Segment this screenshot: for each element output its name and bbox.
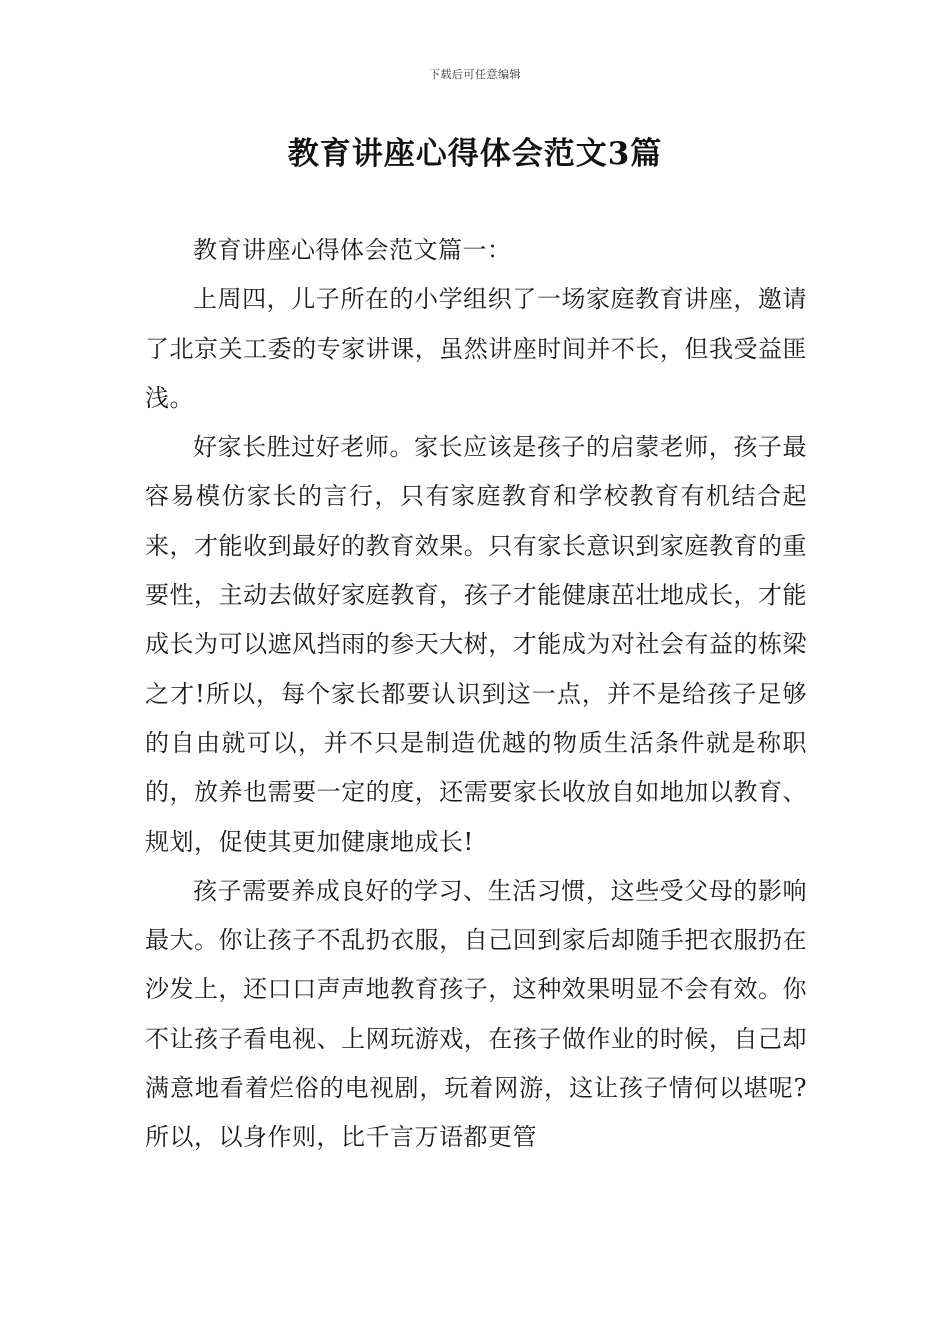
body-paragraph: 孩子需要养成良好的学习、生活习惯，这些受父母的影响最大。你让孩子不乱扔衣服，自己回到家后却随手把衣服扔在沙发上，还口口声声地教育孩子，这种效果明显不会有效。你不让孩子看电视、上网玩游戏，在孩子做作业的时候，自己却满意地看着烂俗的电视剧，玩着网游，这让孩子情何以堪呢?所以，以身作则，比千言万语都更管 bbox=[145, 876, 807, 1152]
body-paragraph: 上周四，儿子所在的小学组织了一场家庭教育讲座，邀请了北京关工委的专家讲课，虽然讲座时间并不长，但我受益匪浅。 bbox=[145, 285, 807, 412]
header-note: 下载后可任意编辑 bbox=[429, 68, 521, 81]
body-paragraph: 好家长胜过好老师。家长应该是孩子的启蒙老师，孩子最容易模仿家长的言行，只有家庭教育和学校教育有机结合起来，才能收到最好的教育效果。只有家长意识到家庭教育的重要性，主动去做好家庭教育，孩子才能健康茁壮地成长，才能成长为可以遮风挡雨的参天大树，才能成为对社会有益的栋梁之才!所以，每个家长都要认识到这一点，并不是给孩子足够的自由就可以，并不只是制造优越的物质生活条件就是称职的，放养也需要一定的度，还需要家长收放自如地加以教育、规划，促使其更加健康地成长! bbox=[145, 433, 807, 856]
section-heading: 教育讲座心得体会范文篇一： bbox=[193, 236, 512, 264]
document-body bbox=[145, 226, 807, 1163]
document-title: 教育讲座心得体会范文3篇 bbox=[287, 136, 663, 172]
